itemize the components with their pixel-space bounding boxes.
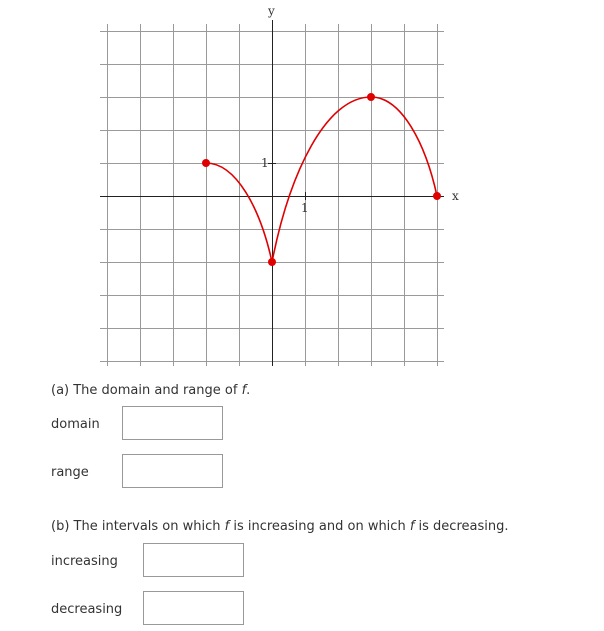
- x-axis-label: x: [452, 189, 459, 203]
- question-a-function: f: [241, 383, 247, 398]
- question-b-text-3: is decreasing.: [414, 519, 509, 534]
- question-b: [51, 519, 509, 534]
- question-b-function-1: f: [224, 519, 230, 534]
- increasing-label: increasing: [51, 554, 118, 569]
- axes: [100, 20, 444, 366]
- range-label: range: [51, 465, 89, 480]
- point-3-3: [368, 94, 375, 101]
- x-tick-label-1: 1: [301, 201, 309, 215]
- point-0--2: [269, 259, 276, 266]
- question-b-text-2: is increasing and on which: [229, 519, 410, 534]
- point-5-0: [434, 193, 441, 200]
- question-a: [51, 383, 250, 398]
- increasing-input[interactable]: [143, 543, 244, 577]
- question-a-suffix: .: [246, 383, 251, 398]
- point--2-1: [203, 160, 210, 167]
- decreasing-input[interactable]: [143, 591, 244, 625]
- question-a-prefix: (a) The domain and range of: [51, 383, 242, 398]
- decreasing-label: decreasing: [51, 602, 123, 617]
- domain-input[interactable]: [122, 406, 223, 440]
- question-b-function-2: f: [409, 519, 415, 534]
- question-b-text-1: (b) The intervals on which: [51, 519, 225, 534]
- y-axis-label: y: [268, 4, 275, 18]
- curve-piece-2: [272, 97, 371, 262]
- domain-label: domain: [51, 417, 100, 432]
- range-input[interactable]: [122, 454, 223, 488]
- function-curve: [206, 97, 437, 262]
- y-tick-label-1: 1: [261, 156, 269, 170]
